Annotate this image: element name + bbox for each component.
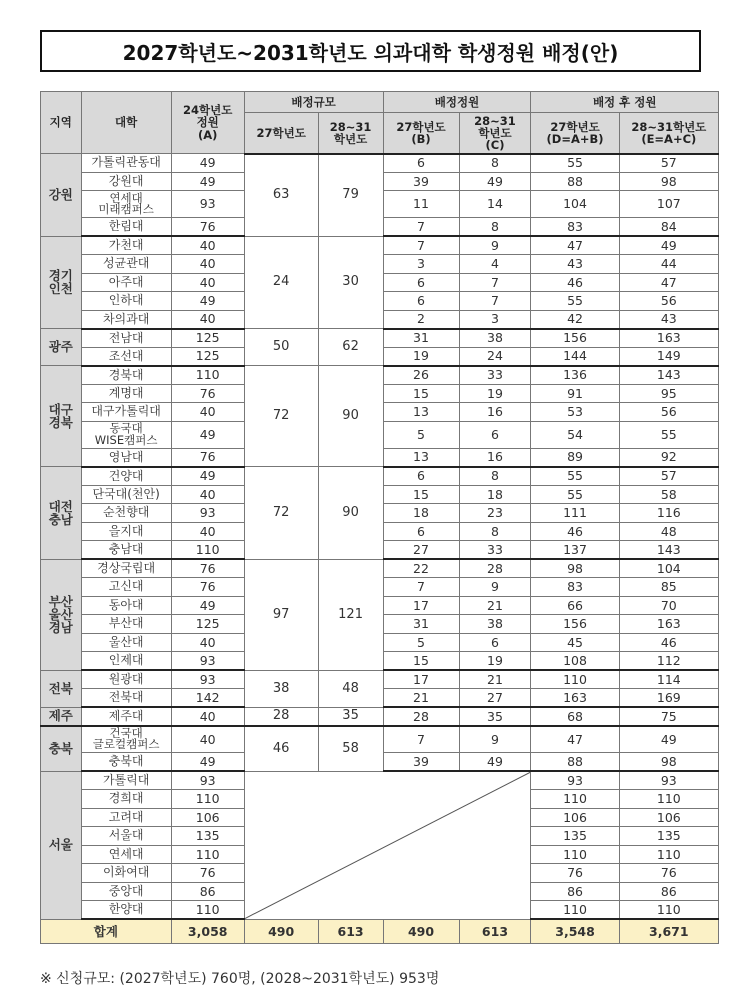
after-d: 83	[531, 578, 619, 597]
region-jeonbuk: 전북	[41, 670, 82, 707]
quota-c: 19	[459, 652, 531, 671]
capacity-a: 40	[171, 255, 244, 274]
header-scale-27: 27학년도	[244, 113, 318, 154]
capacity-a: 76	[171, 559, 244, 578]
after-d: 137	[531, 541, 619, 560]
header-region: 지역	[41, 92, 82, 154]
after-d: 89	[531, 448, 619, 467]
capacity-a: 76	[171, 448, 244, 467]
quota-c: 16	[459, 448, 531, 467]
quota-b: 2	[383, 310, 459, 329]
quota-b: 3	[383, 255, 459, 274]
diagonal-line	[245, 772, 531, 919]
scale-27: 46	[244, 726, 318, 772]
university-name: 영남대	[81, 448, 171, 467]
not-applicable-cell	[244, 771, 531, 919]
header-scale: 배정규모	[244, 92, 383, 113]
quota-b: 18	[383, 504, 459, 523]
quota-c: 33	[459, 366, 531, 385]
capacity-a: 40	[171, 522, 244, 541]
total-scale-2831: 613	[318, 919, 383, 944]
quota-c: 38	[459, 329, 531, 348]
after-e: 98	[619, 753, 718, 772]
total-c: 613	[459, 919, 531, 944]
university-name: 연세대	[81, 845, 171, 864]
capacity-a: 110	[171, 366, 244, 385]
table-row	[41, 559, 719, 578]
after-e: 149	[619, 347, 718, 366]
region-gangwon: 강원	[41, 154, 82, 237]
university-name: 서울대	[81, 827, 171, 846]
university-name: 인하대	[81, 292, 171, 311]
after-d: 47	[531, 726, 619, 753]
capacity-a: 106	[171, 808, 244, 827]
quota-c: 19	[459, 384, 531, 403]
quota-b: 6	[383, 292, 459, 311]
quota-c: 6	[459, 633, 531, 652]
capacity-a: 40	[171, 310, 244, 329]
after-d: 53	[531, 403, 619, 422]
university-name: 가천대	[81, 236, 171, 255]
after-e: 110	[619, 790, 718, 809]
after-e: 163	[619, 615, 718, 634]
after-e: 110	[619, 901, 718, 920]
university-name: 이화여대	[81, 864, 171, 883]
table-row	[41, 771, 719, 790]
capacity-a: 76	[171, 578, 244, 597]
quota-b: 7	[383, 726, 459, 753]
quota-b: 13	[383, 448, 459, 467]
scale-27: 24	[244, 236, 318, 329]
quota-c: 38	[459, 615, 531, 634]
university-name: 경북대	[81, 366, 171, 385]
university-name: 한림대	[81, 218, 171, 237]
scale-27: 63	[244, 154, 318, 237]
university-name: 조선대	[81, 347, 171, 366]
scale-27: 72	[244, 467, 318, 560]
after-e: 169	[619, 689, 718, 708]
after-e: 58	[619, 485, 718, 504]
quota-c: 8	[459, 522, 531, 541]
university-name: 경희대	[81, 790, 171, 809]
university-name: 단국대(천안)	[81, 485, 171, 504]
scale-2831: 58	[318, 726, 383, 772]
after-d: 104	[531, 191, 619, 218]
university-name: 고신대	[81, 578, 171, 597]
quota-b: 6	[383, 273, 459, 292]
after-d: 68	[531, 707, 619, 726]
quota-c: 8	[459, 218, 531, 237]
after-d: 110	[531, 845, 619, 864]
quota-b: 15	[383, 384, 459, 403]
after-e: 163	[619, 329, 718, 348]
after-e: 116	[619, 504, 718, 523]
university-name: 울산대	[81, 633, 171, 652]
quota-c: 24	[459, 347, 531, 366]
table-row	[41, 236, 719, 255]
capacity-a: 49	[171, 421, 244, 448]
scale-2831: 62	[318, 329, 383, 366]
university-name: 차의과대	[81, 310, 171, 329]
quota-c: 35	[459, 707, 531, 726]
quota-b: 7	[383, 578, 459, 597]
after-e: 57	[619, 467, 718, 486]
table-row	[41, 726, 719, 753]
university-name: 성균관대	[81, 255, 171, 274]
capacity-a: 40	[171, 633, 244, 652]
capacity-a: 86	[171, 882, 244, 901]
after-e: 106	[619, 808, 718, 827]
quota-b: 39	[383, 753, 459, 772]
after-e: 95	[619, 384, 718, 403]
after-d: 55	[531, 154, 619, 173]
university-name: 순천향대	[81, 504, 171, 523]
header-scale-2831: 28~31 학년도	[318, 113, 383, 154]
university-name: 고려대	[81, 808, 171, 827]
quota-b: 26	[383, 366, 459, 385]
header-quota: 배정정원	[383, 92, 531, 113]
allocation-table	[40, 91, 719, 944]
capacity-a: 40	[171, 707, 244, 726]
after-d: 88	[531, 172, 619, 191]
after-e: 93	[619, 771, 718, 790]
after-d: 98	[531, 559, 619, 578]
region-gyeonggi-incheon: 경기 인천	[41, 236, 82, 329]
quota-c: 16	[459, 403, 531, 422]
after-d: 42	[531, 310, 619, 329]
scale-27: 97	[244, 559, 318, 670]
page-title: 2027학년도~2031학년도 의과대학 학생정원 배정(안)	[40, 30, 701, 72]
quota-b: 31	[383, 329, 459, 348]
scale-2831: 121	[318, 559, 383, 670]
university-name: 을지대	[81, 522, 171, 541]
capacity-a: 76	[171, 864, 244, 883]
table-row	[41, 366, 719, 385]
capacity-a: 125	[171, 329, 244, 348]
after-d: 46	[531, 522, 619, 541]
after-e: 44	[619, 255, 718, 274]
university-name: 가톨릭대	[81, 771, 171, 790]
quota-b: 19	[383, 347, 459, 366]
quota-c: 6	[459, 421, 531, 448]
header-after: 배정 후 정원	[531, 92, 719, 113]
university-name: 가톨릭관동대	[81, 154, 171, 173]
university-name: 원광대	[81, 670, 171, 689]
university-name: 동아대	[81, 596, 171, 615]
after-d: 55	[531, 485, 619, 504]
after-d: 54	[531, 421, 619, 448]
quota-c: 49	[459, 172, 531, 191]
after-e: 114	[619, 670, 718, 689]
after-d: 55	[531, 467, 619, 486]
quota-c: 28	[459, 559, 531, 578]
after-d: 83	[531, 218, 619, 237]
total-row	[41, 919, 719, 944]
capacity-a: 40	[171, 273, 244, 292]
capacity-a: 49	[171, 154, 244, 173]
quota-c: 7	[459, 273, 531, 292]
quota-b: 17	[383, 596, 459, 615]
quota-c: 33	[459, 541, 531, 560]
quota-c: 9	[459, 578, 531, 597]
capacity-a: 110	[171, 790, 244, 809]
capacity-a: 49	[171, 753, 244, 772]
after-d: 76	[531, 864, 619, 883]
total-a: 3,058	[171, 919, 244, 944]
after-d: 106	[531, 808, 619, 827]
capacity-a: 93	[171, 652, 244, 671]
after-d: 43	[531, 255, 619, 274]
scale-2831: 79	[318, 154, 383, 237]
after-d: 110	[531, 670, 619, 689]
university-name: 부산대	[81, 615, 171, 634]
university-name: 인제대	[81, 652, 171, 671]
scale-2831: 90	[318, 467, 383, 560]
quota-b: 6	[383, 467, 459, 486]
quota-b: 5	[383, 633, 459, 652]
quota-b: 5	[383, 421, 459, 448]
after-d: 136	[531, 366, 619, 385]
capacity-a: 76	[171, 218, 244, 237]
region-busan-ulsan-gyeongnam: 부산 울산 경남	[41, 559, 82, 670]
capacity-a: 93	[171, 191, 244, 218]
university-name: 대구가톨릭대	[81, 403, 171, 422]
after-e: 47	[619, 273, 718, 292]
capacity-a: 40	[171, 726, 244, 753]
capacity-a: 49	[171, 596, 244, 615]
after-d: 45	[531, 633, 619, 652]
university-name: 강원대	[81, 172, 171, 191]
quota-b: 15	[383, 652, 459, 671]
quota-b: 28	[383, 707, 459, 726]
capacity-a: 142	[171, 689, 244, 708]
header-capacity-24: 24학년도 정원 (A)	[171, 92, 244, 154]
scale-2831: 48	[318, 670, 383, 707]
quota-b: 11	[383, 191, 459, 218]
total-label: 합계	[41, 919, 172, 944]
capacity-a: 93	[171, 771, 244, 790]
after-e: 48	[619, 522, 718, 541]
university-name: 중앙대	[81, 882, 171, 901]
university-name: 전남대	[81, 329, 171, 348]
region-seoul: 서울	[41, 771, 82, 919]
quota-b: 13	[383, 403, 459, 422]
quota-c: 21	[459, 670, 531, 689]
after-d: 91	[531, 384, 619, 403]
scale-2831: 30	[318, 236, 383, 329]
quota-b: 27	[383, 541, 459, 560]
region-gwangju: 광주	[41, 329, 82, 366]
quota-b: 17	[383, 670, 459, 689]
table-row	[41, 329, 719, 348]
after-e: 135	[619, 827, 718, 846]
header-after-2831: 28~31학년도 (E=A+C)	[619, 113, 718, 154]
after-d: 46	[531, 273, 619, 292]
scale-27: 72	[244, 366, 318, 467]
region-daegu-gyeongbuk: 대구 경북	[41, 366, 82, 467]
quota-b: 7	[383, 236, 459, 255]
after-e: 57	[619, 154, 718, 173]
quota-c: 9	[459, 726, 531, 753]
header-quota-27: 27학년도 (B)	[383, 113, 459, 154]
after-d: 110	[531, 901, 619, 920]
after-e: 85	[619, 578, 718, 597]
quota-c: 49	[459, 753, 531, 772]
capacity-a: 40	[171, 403, 244, 422]
after-d: 108	[531, 652, 619, 671]
after-e: 56	[619, 292, 718, 311]
scale-27: 50	[244, 329, 318, 366]
quota-c: 8	[459, 154, 531, 173]
total-scale-27: 490	[244, 919, 318, 944]
university-name: 경상국립대	[81, 559, 171, 578]
after-d: 66	[531, 596, 619, 615]
after-e: 76	[619, 864, 718, 883]
after-e: 70	[619, 596, 718, 615]
after-e: 112	[619, 652, 718, 671]
after-e: 86	[619, 882, 718, 901]
capacity-a: 40	[171, 485, 244, 504]
after-d: 93	[531, 771, 619, 790]
after-d: 156	[531, 615, 619, 634]
quota-c: 4	[459, 255, 531, 274]
quota-c: 23	[459, 504, 531, 523]
university-name: 건양대	[81, 467, 171, 486]
quota-b: 15	[383, 485, 459, 504]
after-e: 104	[619, 559, 718, 578]
table-row	[41, 670, 719, 689]
quota-b: 7	[383, 218, 459, 237]
after-e: 55	[619, 421, 718, 448]
scale-2831: 35	[318, 707, 383, 726]
quota-b: 39	[383, 172, 459, 191]
capacity-a: 49	[171, 467, 244, 486]
after-d: 163	[531, 689, 619, 708]
capacity-a: 40	[171, 236, 244, 255]
capacity-a: 76	[171, 384, 244, 403]
quota-c: 21	[459, 596, 531, 615]
total-d: 3,548	[531, 919, 619, 944]
region-chungbuk: 충북	[41, 726, 82, 772]
after-e: 56	[619, 403, 718, 422]
footnote: ※ 신청규모: (2027학년도) 760명, (2028~2031학년도) 953명	[40, 971, 440, 987]
after-e: 107	[619, 191, 718, 218]
after-d: 55	[531, 292, 619, 311]
quota-b: 22	[383, 559, 459, 578]
university-name: 계명대	[81, 384, 171, 403]
after-e: 84	[619, 218, 718, 237]
university-name: 아주대	[81, 273, 171, 292]
capacity-a: 49	[171, 172, 244, 191]
university-name: 한양대	[81, 901, 171, 920]
quota-c: 8	[459, 467, 531, 486]
capacity-a: 93	[171, 670, 244, 689]
capacity-a: 135	[171, 827, 244, 846]
after-e: 49	[619, 726, 718, 753]
capacity-a: 93	[171, 504, 244, 523]
quota-c: 27	[459, 689, 531, 708]
after-d: 110	[531, 790, 619, 809]
quota-c: 7	[459, 292, 531, 311]
after-e: 98	[619, 172, 718, 191]
quota-c: 14	[459, 191, 531, 218]
after-e: 143	[619, 541, 718, 560]
after-e: 92	[619, 448, 718, 467]
after-d: 47	[531, 236, 619, 255]
quota-b: 6	[383, 522, 459, 541]
university-name: 제주대	[81, 707, 171, 726]
after-e: 49	[619, 236, 718, 255]
university-name: 건국대 글로컬캠퍼스	[81, 726, 171, 753]
after-d: 144	[531, 347, 619, 366]
after-d: 88	[531, 753, 619, 772]
after-d: 111	[531, 504, 619, 523]
table-row	[41, 154, 719, 173]
after-d: 156	[531, 329, 619, 348]
after-e: 46	[619, 633, 718, 652]
quota-b: 6	[383, 154, 459, 173]
scale-27: 28	[244, 707, 318, 726]
scale-27: 38	[244, 670, 318, 707]
table-row	[41, 707, 719, 726]
university-name: 전북대	[81, 689, 171, 708]
region-jeju: 제주	[41, 707, 82, 726]
after-d: 86	[531, 882, 619, 901]
scale-2831: 90	[318, 366, 383, 467]
university-name: 충북대	[81, 753, 171, 772]
after-d: 135	[531, 827, 619, 846]
quota-c: 3	[459, 310, 531, 329]
table-row	[41, 467, 719, 486]
capacity-a: 110	[171, 901, 244, 920]
after-e: 43	[619, 310, 718, 329]
after-e: 110	[619, 845, 718, 864]
university-name: 동국대 WISE캠퍼스	[81, 421, 171, 448]
after-e: 143	[619, 366, 718, 385]
total-e: 3,671	[619, 919, 718, 944]
region-daejeon-chungnam: 대전 충남	[41, 467, 82, 560]
total-b: 490	[383, 919, 459, 944]
capacity-a: 125	[171, 347, 244, 366]
university-name: 연세대 미래캠퍼스	[81, 191, 171, 218]
capacity-a: 49	[171, 292, 244, 311]
capacity-a: 125	[171, 615, 244, 634]
quota-b: 21	[383, 689, 459, 708]
after-e: 75	[619, 707, 718, 726]
header-university: 대학	[81, 92, 171, 154]
university-name: 충남대	[81, 541, 171, 560]
quota-c: 9	[459, 236, 531, 255]
header-after-27: 27학년도 (D=A+B)	[531, 113, 619, 154]
quota-c: 18	[459, 485, 531, 504]
capacity-a: 110	[171, 541, 244, 560]
quota-b: 31	[383, 615, 459, 634]
header-quota-2831: 28~31 학년도 (C)	[459, 113, 531, 154]
capacity-a: 110	[171, 845, 244, 864]
